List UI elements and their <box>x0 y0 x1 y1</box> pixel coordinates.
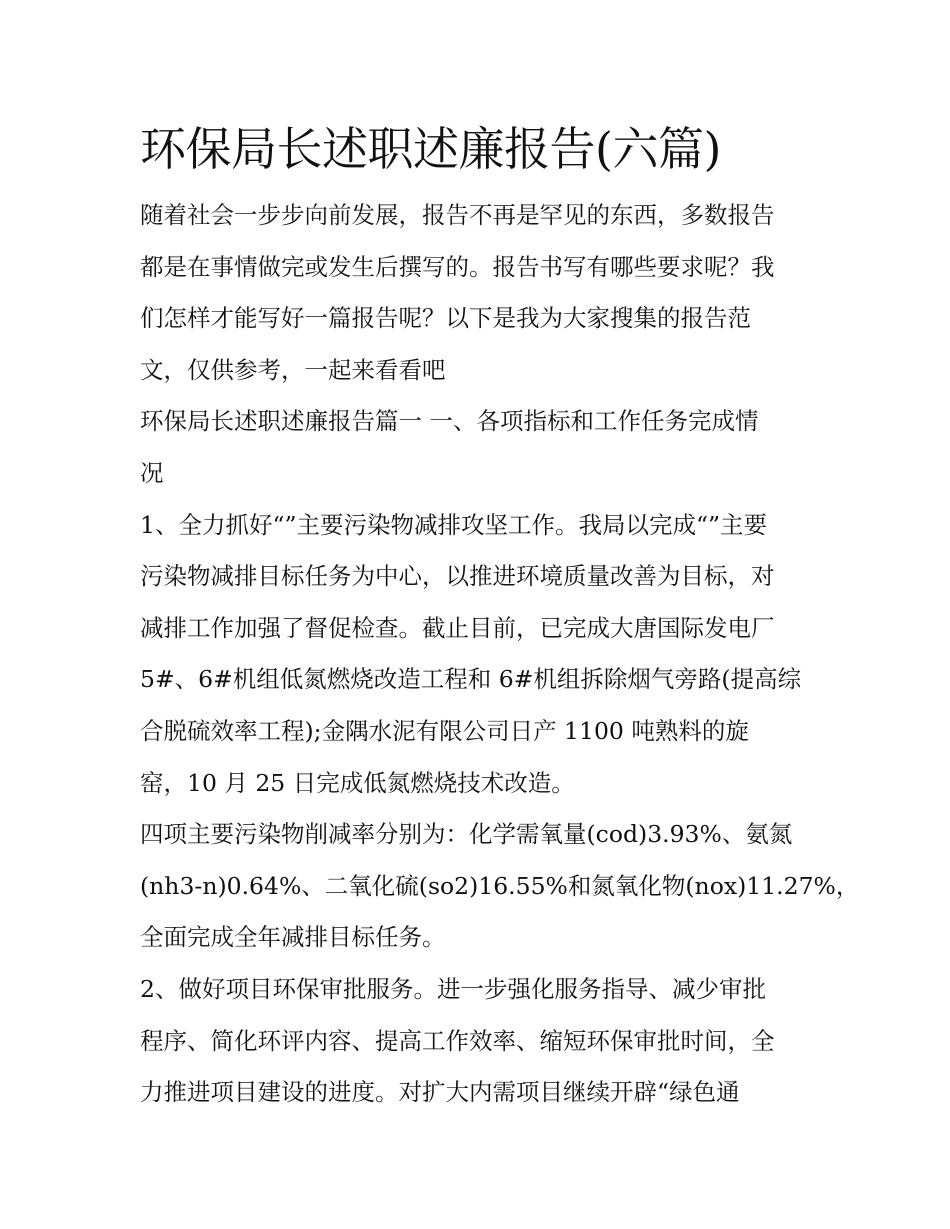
body-line: 减排工作加强了督促检查。截止目前，已完成大唐国际发电厂 <box>140 613 775 642</box>
body-line: 四项主要污染物削减率分别为：化学需氧量(cod)3.93%、氨氮 <box>140 820 793 849</box>
body-line: 程序、简化环评内容、提高工作效率、缩短环保审批时间，全 <box>140 1026 775 1055</box>
body-line: 窑，10 月 25 日完成低氮燃烧技术改造。 <box>140 768 575 797</box>
body-line: 全面完成全年减排目标任务。 <box>140 923 446 952</box>
document-body <box>140 190 860 1119</box>
body-line: 合脱硫效率工程);金隅水泥有限公司日产 1100 吨熟料的旋 <box>140 716 749 745</box>
document-title: 环保局长述职述廉报告(六篇) <box>140 122 721 176</box>
body-line: 们怎样才能写好一篇报告呢？以下是我为大家搜集的报告范 <box>140 304 751 333</box>
body-line: (nh3-n)0.64%、二氧化硫(so2)16.55%和氮氧化物(nox)11.27%， <box>140 871 860 900</box>
document-content <box>140 118 860 1119</box>
body-line: 5#、6#机组低氮燃烧改造工程和 6#机组拆除烟气旁路(提高综 <box>140 665 802 694</box>
body-line: 都是在事情做完或发生后撰写的。报告书写有哪些要求呢？我 <box>140 252 775 281</box>
body-line: 污染物减排目标任务为中心，以推进环境质量改善为目标，对 <box>140 562 775 591</box>
section-heading-line: 况 <box>140 458 164 487</box>
body-line: 随着社会一步步向前发展，报告不再是罕见的东西，多数报告 <box>140 201 775 229</box>
body-line: 2、做好项目环保审批服务。进一步强化服务指导、减少审批 <box>140 974 766 1003</box>
body-line: 1、全力抓好“”主要污染物减排攻坚工作。我局以完成“”主要 <box>140 510 768 539</box>
section-heading-line: 环保局长述职述廉报告篇一 一、各项指标和工作任务完成情 <box>140 407 759 436</box>
body-line: 力推进项目建设的进度。对扩大内需项目继续开辟“绿色通 <box>140 1078 740 1107</box>
body-line: 文，仅供参考，一起来看看吧 <box>140 355 446 384</box>
